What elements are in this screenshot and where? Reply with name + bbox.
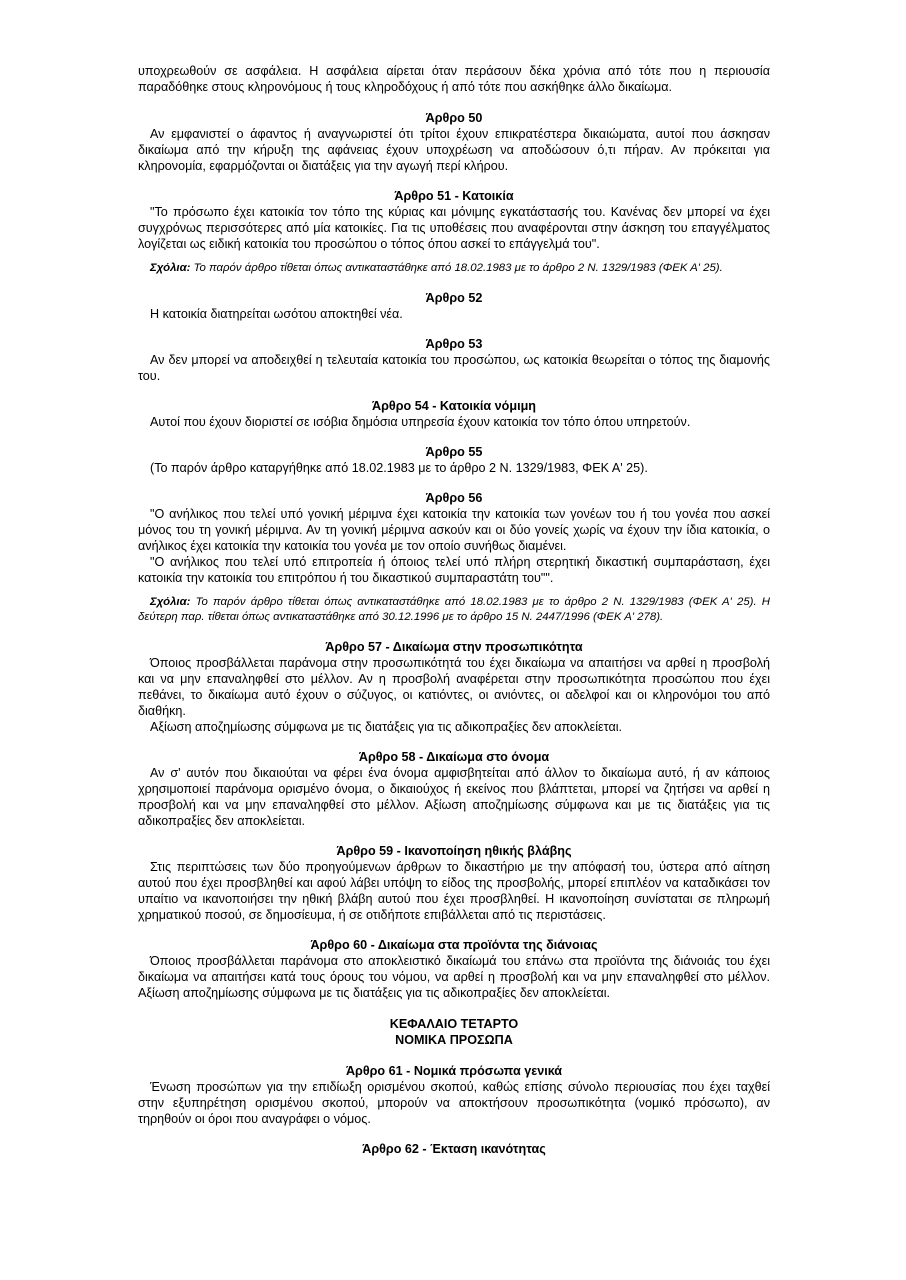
chapter-heading [138,1016,770,1048]
article-57-title: Άρθρο 57 - Δικαίωμα στην προσωπικότητα [325,640,583,654]
article-53-paragraph: Αν δεν μπορεί να αποδειχθεί η τελευταία κατοικία του προσώπου, ως κατοικία θεωρείται ο τόπος της διαμονής του. [138,353,770,383]
article-60-paragraph: Όποιος προσβάλλεται παράνομα στο αποκλειστικό δικαίωμά του επάνω στα προϊόντα της διάνοιάς του έχει δικαίωμα να απαιτήσει κατά τους όρους του νόμου, να αρθεί η προσβολή και να μην επαναληφθεί στο μέλλον. Αξίωση αποζημίωσης σύμφωνα με τις διατάξεις για τις αδικοπραξίες δεν αποκλείεται. [138,954,770,1000]
article-53-title: Άρθρο 53 [425,337,483,351]
note-text: Το παρόν άρθρο τίθεται όπως αντικαταστάθηκε από 18.02.1983 με το άρθρο 2 Ν. 1329/1983 (ΦΕΚ Α' 25). Η δεύτερη παρ. τίθεται όπως αντικαταστάθηκε από 30.12.1996 με το άρθρο 15 Ν. 2447/1996 (ΦΕΚ Α' 278). [138,596,770,623]
article-51-paragraph: "Το πρόσωπο έχει κατοικία τον τόπο της κύριας και μόνιμης εγκατάστασής του. Κανένας δεν μπορεί να έχει συγχρόνως περισσότερες από μία κατοικίες. Για τις υποθέσεις που αναφέρονται στην άσκηση του επαγγέλματος λογίζεται ως ειδική κατοικία του προσώπου ο τόπος όπου ασκεί το επάγγελμά του". [138,205,770,251]
note-label: Σχόλια: [150,262,191,274]
document-page [138,63,770,1157]
article-52-title: Άρθρο 52 [425,291,483,305]
article-61-title: Άρθρο 61 - Νομικά πρόσωπα γενικά [345,1064,563,1078]
article-56-title: Άρθρο 56 [425,491,483,505]
article-54-paragraph: Αυτοί που έχουν διοριστεί σε ισόβια δημόσια υπηρεσία έχουν κατοικία τον τόπο όπου υπηρετούν. [150,415,691,429]
article-62-title: Άρθρο 62 - Έκταση ικανότητας [362,1142,546,1156]
article-60-title: Άρθρο 60 - Δικαίωμα στα προϊόντα της διάνοιας [310,938,598,952]
article-58-title: Άρθρο 58 - Δικαίωμα στο όνομα [358,750,550,764]
article-61-paragraph: Ένωση προσώπων για την επιδίωξη ορισμένου σκοπού, καθώς επίσης σύνολο περιουσίας που έχει ταχθεί στην εξυπηρέτηση ορισμένου σκοπού, μπορούν να αποκτήσουν προσωπικότητα (νομικό πρόσωπο), αν τηρηθούν οι όροι που αναγράφει ο νόμος. [138,1080,770,1126]
article-56-paragraph-1: "Ο ανήλικος που τελεί υπό γονική μέριμνα έχει κατοικία την κατοικία των γονέων του ή του γονέα που ασκεί μόνος του τη γονική μέριμνα. Αν τη γονική μέριμνα ασκούν και οι δύο γονείς χωρίς να έχουν την ίδια κατοικία, ο ανήλικος έχει κατοικία την κατοικία του γονέα με τον οποίο συνήθως διαμένει. [138,507,770,553]
article-56-paragraph-2: "Ο ανήλικος που τελεί υπό επιτροπεία ή όποιος τελεί υπό πλήρη στερητική δικαστική συμπαράσταση, έχει κατοικία την κατοικία του επιτρόπου ή του δικαστικού συμπαραστάτη του"". [138,555,770,585]
article-56-note [138,595,770,625]
article-58-paragraph: Αν σ' αυτόν που δικαιούται να φέρει ένα όνομα αμφισβητείται από άλλον το δικαίωμα αυτό, ή αν κάποιος χρησιμοποιεί παράνομα ορισμένο όνομα, ο δικαιούχος ή εκείνος που βλάπτεται, μπορεί να ζητήσει να αρθεί η προσβολή και να μην επαναληφθεί στο μέλλον. Αξίωση αποζημίωσης σύμφωνα και με τις διατάξεις για τις αδικοπραξίες δεν αποκλείεται. [138,766,770,828]
article-50-title: Άρθρο 50 [425,111,483,125]
chapter-number: ΚΕΦΑΛΑΙΟ ΤΕΤΑΡΤΟ [389,1017,519,1031]
article-50-paragraph: Αν εμφανιστεί ο άφαντος ή αναγνωριστεί ότι τρίτοι έχουν επικρατέστερα δικαιώματα, αυτοί που άσκησαν δικαίωμα από την κήρυξη της αφάνειας έχουν υποχρέωση να αποδώσουν ό,τι πήραν. Αν πρόκειται για κληρονομία, εφαρμόζονται οι διατάξεις για την αγωγή περί κλήρου. [138,127,770,173]
chapter-title: ΝΟΜΙΚΑ ΠΡΟΣΩΠΑ [395,1033,513,1047]
note-label: Σχόλια: [150,596,191,608]
article-55-title: Άρθρο 55 [425,445,483,459]
note-text: Το παρόν άρθρο τίθεται όπως αντικαταστάθηκε από 18.02.1983 με το άρθρο 2 Ν. 1329/1983 (ΦΕΚ Α' 25). [190,262,723,274]
intro-paragraph: υποχρεωθούν σε ασφάλεια. Η ασφάλεια αίρεται όταν περάσουν δέκα χρόνια από τότε που η περιουσία παραδόθηκε στους κληρονόμους ή τους κληροδόχους ή από τότε που ασκήθηκε άλλο δικαίωμα. [138,64,770,94]
article-51-title: Άρθρο 51 - Κατοικία [394,189,514,203]
article-57-paragraph-1: Όποιος προσβάλλεται παράνομα στην προσωπικότητά του έχει δικαίωμα να απαιτήσει να αρθεί η προσβολή και να μην επαναληφθεί στο μέλλον. Αν η προσβολή αναφέρεται στην προσωπικότητα προσώπου που έχει πεθάνει, το δικαίωμα αυτό έχουν ο σύζυγος, οι κατιόντες, οι ανιόντες, οι αδελφοί και οι κληρονόμοι του από διαθήκη. [138,656,770,718]
article-52-paragraph: Η κατοικία διατηρείται ωσότου αποκτηθεί νέα. [150,307,403,321]
article-59-paragraph: Στις περιπτώσεις των δύο προηγούμενων άρθρων το δικαστήριο με την απόφασή του, ύστερα από αίτηση αυτού που έχει προσβληθεί και αφού λάβει υπόψη το είδος της προσβολής, μπορεί επιπλέον να καταδικάσει τον υπαίτιο να ικανοποιήσει την ηθική βλάβη αυτού που έχει προσβληθεί. Η ικανοποίηση συνίσταται σε πληρωμή χρηματικού ποσού, σε δημοσίευμα, ή σε οτιδήποτε επιβάλλεται από τις περιστάσεις. [138,860,770,922]
article-54-title: Άρθρο 54 - Κατοικία νόμιμη [372,399,536,413]
article-55-paragraph: (Το παρόν άρθρο καταργήθηκε από 18.02.1983 με το άρθρο 2 Ν. 1329/1983, ΦΕΚ Α' 25). [150,461,648,475]
article-59-title: Άρθρο 59 - Ικανοποίηση ηθικής βλάβης [336,844,572,858]
article-51-note [138,261,770,276]
article-57-paragraph-2: Αξίωση αποζημίωσης σύμφωνα με τις διατάξεις για τις αδικοπραξίες δεν αποκλείεται. [150,720,623,734]
